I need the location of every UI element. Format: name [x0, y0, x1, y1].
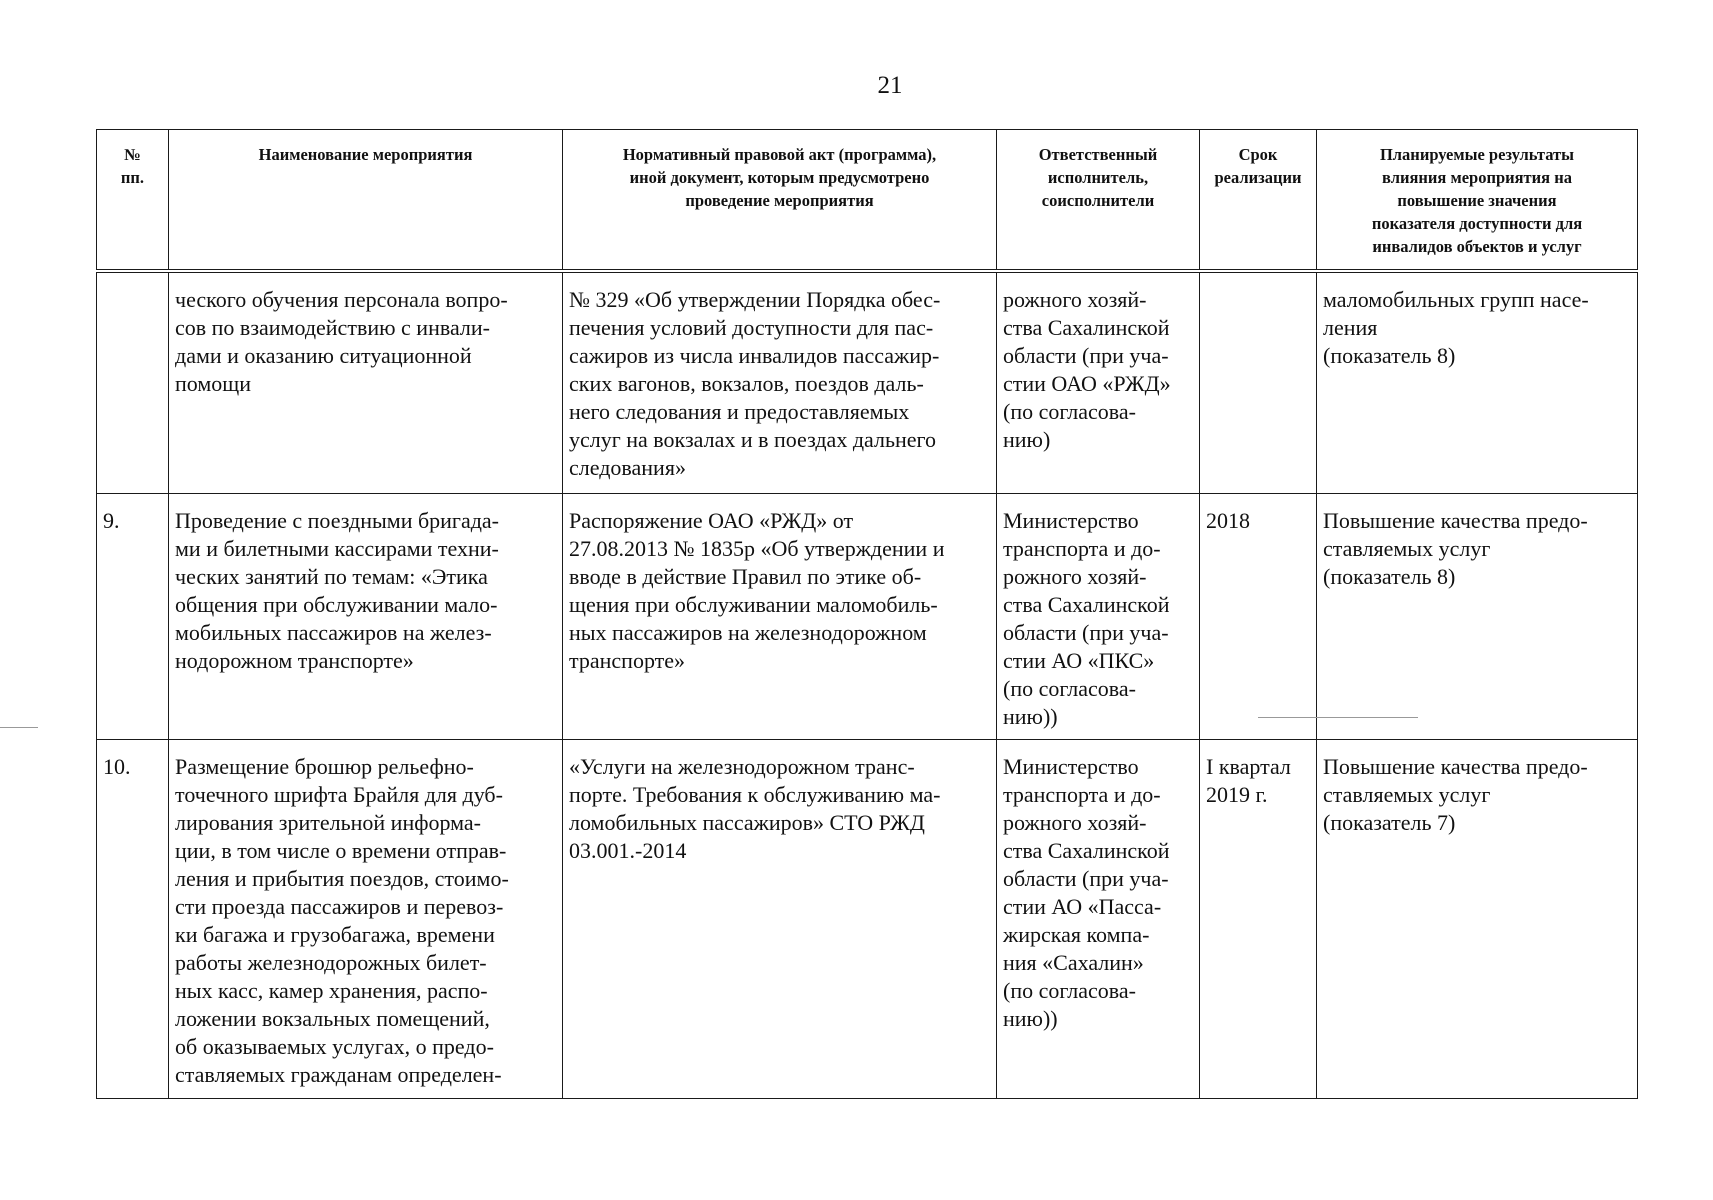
row-number: [97, 271, 169, 493]
measures-table: [96, 129, 1638, 1099]
row-number: 9.: [97, 493, 169, 739]
header-planned-results: Планируемые результаты влияния мероприятия на повышение значения показателя доступности для инвалидов объектов и услуг: [1317, 130, 1638, 272]
table-row: [97, 739, 1638, 1098]
header-measure-name: Наименование мероприятия: [169, 130, 563, 272]
header-legal-act: Нормативный правовой акт (программа), иной документ, которым предусмотрено проведение мероприятия: [563, 130, 997, 272]
header-executor: Ответственный исполнитель, соисполнители: [997, 130, 1200, 272]
row-measure-name: Размещение брошюр рельефно- точечного шрифта Брайля для дуб- лирования зрительной информа- ции, в том числе о времени отправ- ления и прибытия поездов, стоимо- сти проезда пассажиров и перевоз- ки багажа и грузобагажа, времени работы железнодорожных билет- ных касс, камер хранения, распо- ложении вокзальных помещений, об оказываемых услугах, о предо- ставляемых гражданам определен-: [169, 739, 563, 1098]
row-planned-result: Повышение качества предо- ставляемых услуг (показатель 7): [1317, 739, 1638, 1098]
row-executor: Министерство транспорта и до- рожного хозяй- ства Сахалинской области (при уча- стии АО «ПКС» (по согласова- нию)): [997, 493, 1200, 739]
row-term: I квартал 2019 г.: [1200, 739, 1317, 1098]
header-term: Срок реализации: [1200, 130, 1317, 272]
scan-artifact: [0, 727, 38, 728]
row-legal-act: «Услуги на железнодорожном транс- порте. Требования к обслуживанию ма- ломобильных пассажиров» СТО РЖД 03.001.-2014: [563, 739, 997, 1098]
row-executor: рожного хозяй- ства Сахалинской области (при уча- стии ОАО «РЖД» (по согласова- нию): [997, 271, 1200, 493]
row-number: 10.: [97, 739, 169, 1098]
table-header-row: [97, 130, 1638, 272]
scan-artifact: [1258, 717, 1418, 718]
row-legal-act: № 329 «Об утверждении Порядка обес- печения условий доступности для пас- сажиров из числа инвалидов пассажир- ских вагонов, вокзалов, поездов даль- него следования и предоставляемых услуг на вокзалах и в поездах дальнего следования»: [563, 271, 997, 493]
table-row: [97, 271, 1638, 493]
page-number: 21: [877, 72, 903, 99]
row-executor: Министерство транспорта и до- рожного хозяй- ства Сахалинской области (при уча- стии АО «Пасса- жирская компа- ния «Сахалин» (по согласова- нию)): [997, 739, 1200, 1098]
row-planned-result: маломобильных групп насе- ления (показатель 8): [1317, 271, 1638, 493]
row-planned-result: Повышение качества предо- ставляемых услуг (показатель 8): [1317, 493, 1638, 739]
row-term: 2018: [1200, 493, 1317, 739]
table-row: [97, 493, 1638, 739]
row-term: [1200, 271, 1317, 493]
row-legal-act: Распоряжение ОАО «РЖД» от 27.08.2013 № 1835р «Об утверждении и вводе в действие Правил по этике об- щения при обслуживании маломобиль- ных пассажиров на железнодорожном транспорте»: [563, 493, 997, 739]
header-number: № пп.: [97, 130, 169, 272]
row-measure-name: ческого обучения персонала вопро- сов по взаимодействию с инвали- дами и оказанию ситуационной помощи: [169, 271, 563, 493]
row-measure-name: Проведение с поездными бригада- ми и билетными кассирами техни- ческих занятий по темам: «Этика общения при обслуживании мало- мобильных пассажиров на желез- нодорожном транспорте»: [169, 493, 563, 739]
